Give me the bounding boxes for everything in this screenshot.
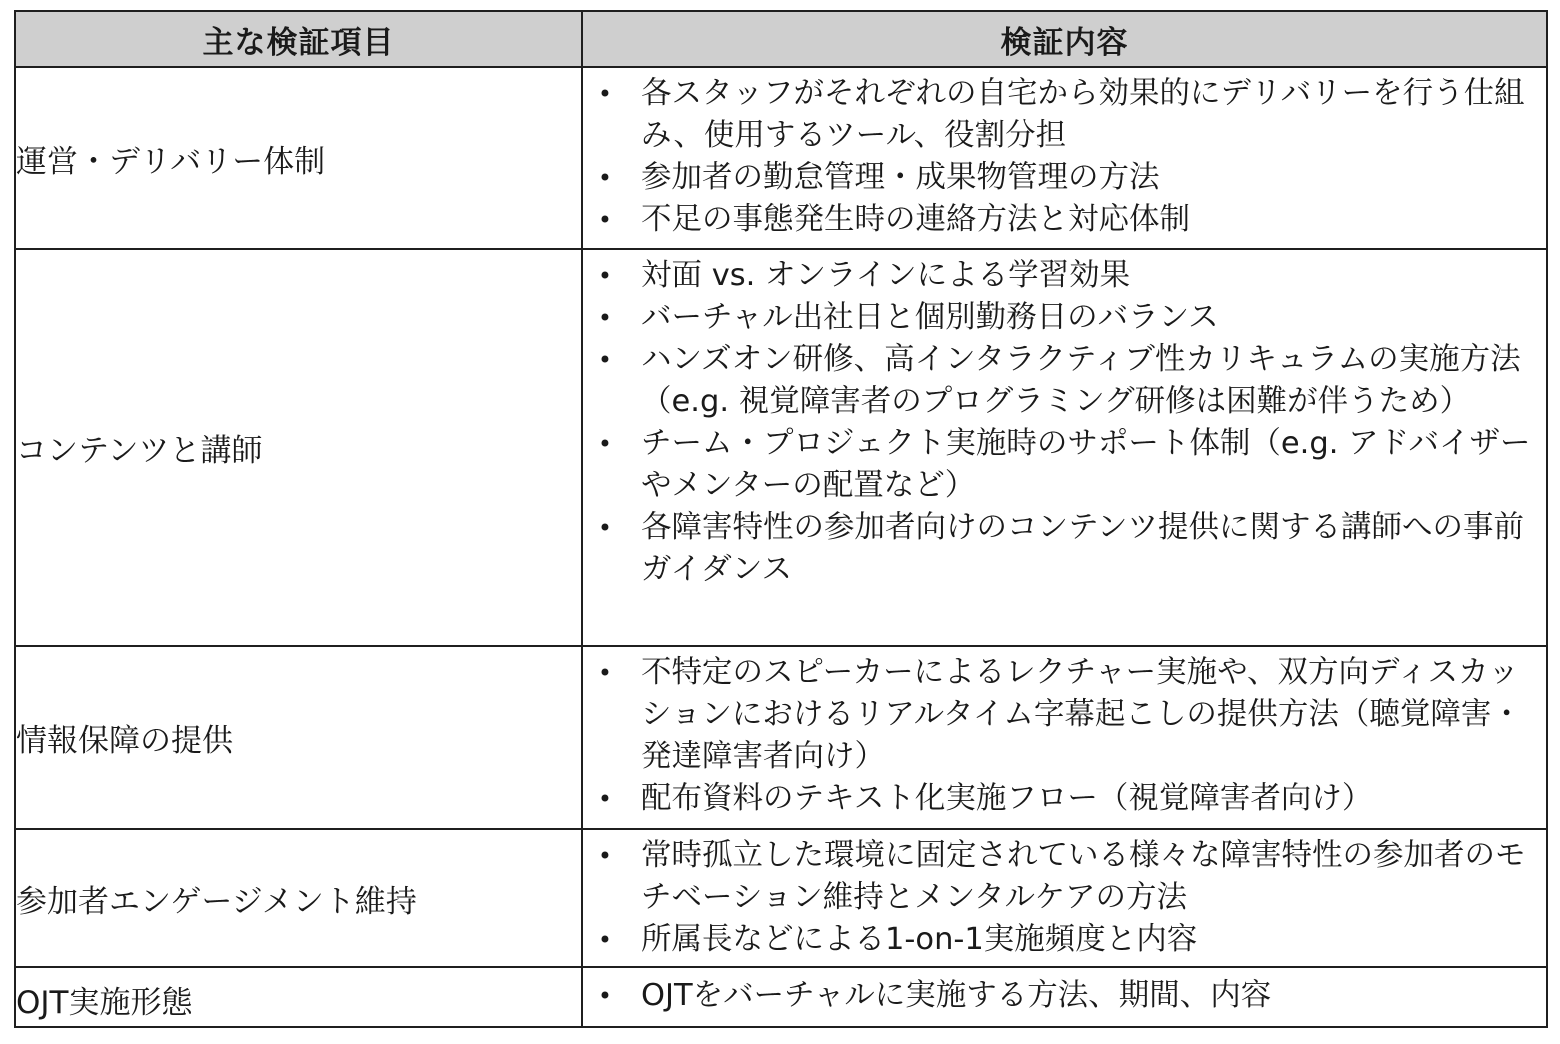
- header-main-items: 主な検証項目: [15, 11, 582, 67]
- list-item: [583, 339, 1546, 423]
- row-item-label: OJT実施形態: [15, 967, 582, 1027]
- row-content-cell: [582, 249, 1547, 646]
- bullet-icon: •: [597, 659, 613, 687]
- list-item: [583, 778, 1546, 820]
- bullet-icon: •: [597, 926, 613, 954]
- table-row: [15, 967, 1547, 1027]
- row-item-label: コンテンツと講師: [15, 249, 582, 646]
- list-item-text: チーム・プロジェクト実施時のサポート体制（e.g. アドバイザーやメンターの配置など）: [641, 426, 1531, 503]
- list-item: [583, 255, 1546, 297]
- list-item: [583, 73, 1546, 157]
- list-item-text: OJTをバーチャルに実施する方法、期間、内容: [641, 978, 1272, 1013]
- bullet-list: [583, 73, 1546, 241]
- bullet-list: [583, 975, 1546, 1017]
- row-content-cell: [582, 67, 1547, 249]
- row-content-cell: [582, 646, 1547, 829]
- row-content-cell: [582, 829, 1547, 967]
- list-item-text: 不特定のスピーカーによるレクチャー実施や、双方向ディスカッションにおけるリアルタイム字幕起こしの提供方法（聴覚障害・発達障害者向け）: [641, 655, 1522, 774]
- bullet-icon: •: [597, 514, 613, 542]
- list-item: [583, 297, 1546, 339]
- table-row: [15, 646, 1547, 829]
- table-row: [15, 249, 1547, 646]
- list-item-text: 所属長などによる1-on-1実施頻度と内容: [641, 922, 1198, 957]
- bullet-icon: •: [597, 206, 613, 234]
- header-verification-content: 検証内容: [582, 11, 1547, 67]
- bullet-list: [583, 652, 1546, 820]
- list-item-text: 各障害特性の参加者向けのコンテンツ提供に関する講師への事前ガイダンス: [641, 510, 1524, 587]
- bullet-icon: •: [597, 304, 613, 332]
- list-item-text: 配布資料のテキスト化実施フロー（視覚障害者向け）: [641, 781, 1373, 816]
- list-item: [583, 423, 1546, 507]
- list-item: [583, 919, 1546, 961]
- table-header-row: [15, 11, 1547, 67]
- bullet-icon: •: [597, 262, 613, 290]
- list-item: [583, 652, 1546, 778]
- bullet-icon: •: [597, 346, 613, 374]
- list-item: [583, 199, 1546, 241]
- bullet-icon: •: [597, 982, 613, 1010]
- list-item-text: 参加者の勤怠管理・成果物管理の方法: [641, 160, 1160, 195]
- list-item: [583, 975, 1546, 1017]
- bullet-icon: •: [597, 164, 613, 192]
- list-item-text: 対面 vs. オンラインによる学習効果: [641, 258, 1131, 293]
- list-item-text: ハンズオン研修、高インタラクティブ性カリキュラムの実施方法（e.g. 視覚障害者のプログラミング研修は困難が伴うため）: [641, 342, 1521, 419]
- table-row: [15, 829, 1547, 967]
- list-item-text: 不足の事態発生時の連絡方法と対応体制: [641, 202, 1190, 237]
- bullet-icon: •: [597, 785, 613, 813]
- row-item-label: 参加者エンゲージメント維持: [15, 829, 582, 967]
- list-item-text: バーチャル出社日と個別勤務日のバランス: [641, 300, 1219, 335]
- list-item: [583, 507, 1546, 591]
- row-item-label: 情報保障の提供: [15, 646, 582, 829]
- list-item: [583, 835, 1546, 919]
- verification-table: [14, 10, 1548, 1028]
- bullet-icon: •: [597, 430, 613, 458]
- bullet-list: [583, 255, 1546, 591]
- list-item: [583, 157, 1546, 199]
- bullet-icon: •: [597, 842, 613, 870]
- bullet-list: [583, 835, 1546, 961]
- row-item-label: 運営・デリバリー体制: [15, 67, 582, 249]
- list-item-text: 各スタッフがそれぞれの自宅から効果的にデリバリーを行う仕組み、使用するツール、役割分担: [641, 76, 1525, 153]
- bullet-icon: •: [597, 80, 613, 108]
- row-content-cell: [582, 967, 1547, 1027]
- list-item-text: 常時孤立した環境に固定されている様々な障害特性の参加者のモチベーション維持とメンタルケアの方法: [641, 838, 1526, 915]
- table-row: [15, 67, 1547, 249]
